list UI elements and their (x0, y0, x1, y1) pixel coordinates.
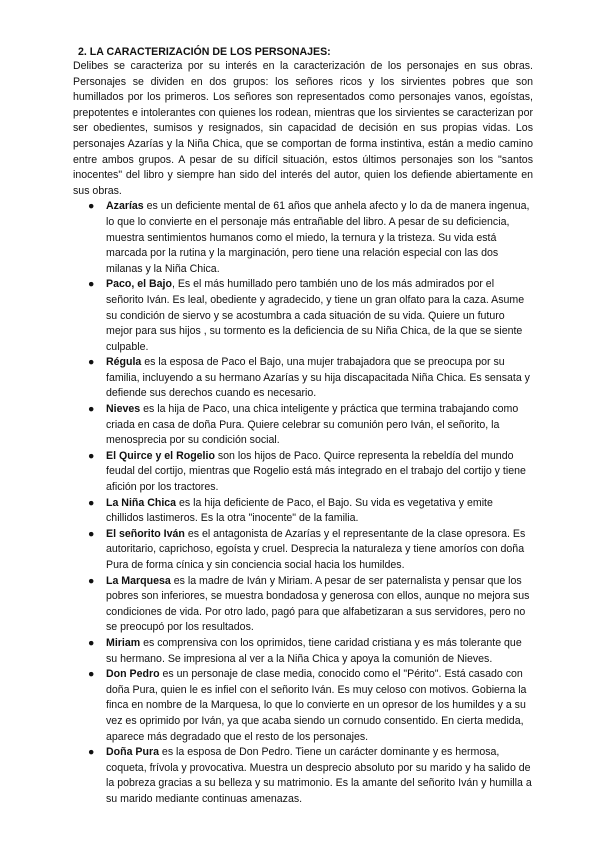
character-description: es la madre de Iván y Miriam. A pesar de ser paternalista y pensar que los pobres son inferiores, se muestra bondadosa y generosa con ellos, aunque no mejora sus condiciones de vida. Por otro lado, pagó para que alfabetizaran a sus servidores, pero no se preocupó por los resultados. (106, 574, 530, 634)
character-name: Régula (106, 356, 142, 369)
character-description: es la hija de Paco, una chica inteligente y práctica que termina trabajando como criada en casa de doña Pura. Quiere celebrar su comunión pero Iván, el señorito, la menosprecia por su condición social. (106, 403, 519, 447)
bullet-icon: ● (88, 668, 95, 681)
section-heading: 2. LA CARACTERIZACIÓN DE LOS PERSONAJES: (78, 46, 331, 58)
bullet-icon: ● (88, 636, 95, 649)
list-item-nieves (88, 402, 533, 449)
bullet-icon: ● (88, 403, 95, 416)
bullet-icon: ● (88, 574, 95, 587)
character-name: Don Pedro (106, 668, 160, 681)
list-item-marquesa (88, 574, 533, 636)
character-name: Azarías (106, 200, 144, 213)
list-item-don-pedro (88, 667, 533, 745)
character-description: son los hijos de Paco. Quirce representa la rebeldía del mundo feudal del cortijo, mientras que Rogelio está más integrado en el trabajo del cortijo y tiene afición por los tractores. (106, 449, 526, 494)
character-description: es un deficiente mental de 61 años que anhela afecto y lo da de manera ingenua, lo que lo convierte en el personaje más entrañable del libro. A pesar de su deficiencia, muestra sentimientos humanos como el miedo, la ternura y la tristeza. Su vida está marcada por la rutina y la marginación, pero tiene una relación especial con las dos milanas y la Niña Chica. (106, 200, 530, 275)
list-item-dona-pura (88, 745, 533, 807)
character-name: La Niña Chica (106, 496, 177, 509)
list-item-azarias (88, 199, 533, 277)
character-name: Doña Pura (106, 746, 159, 759)
list-item-nina-chica (88, 496, 533, 527)
character-name: Miriam (106, 636, 141, 649)
intro-paragraph: Delibes se caracteriza por su interés en la caracterización de los personajes en sus obras. Personajes se dividen en dos grupos: los señores ricos y los sirvientes pobres que son humillados por los primeros. Los señores son representados como personajes vanos, egoístas, prepotentes e intolerantes con quienes los rodean, mientras que los sirvientes se caracterizan por ser obedientes, sumisos y resignados, sin capacidad de decisión en sus propias vidas. Los personajes Azarías y la Niña Chica, que se comportan de forma instintiva, están a medio camino entre ambos grupos. A pesar de su difícil situación, estos últimos personajes son los "santos inocentes" del libro y siempre han sido del interés del autor, quien los defiende abiertamente en sus obras. (73, 60, 533, 197)
character-list (73, 199, 533, 807)
character-description: es la hija deficiente de Paco, el Bajo. Su vida es vegetativa y emite chillidos lastimeros. Es la otra "inocente" de la familia. (106, 496, 493, 525)
list-item-paco (88, 277, 533, 355)
bullet-icon: ● (88, 356, 95, 369)
character-name: Nieves (106, 403, 141, 416)
document-page (73, 46, 533, 808)
character-name: El Quirce y el Rogelio (106, 449, 215, 462)
character-description: es la esposa de Paco el Bajo, una mujer trabajadora que se preocupa por su familia, incluyendo a su hermano Azarías y su hija discapacitada Niña Chica. Es sensata y defiende sus derechos cuando es necesario. (106, 356, 530, 400)
character-description: es un personaje de clase media, conocido como el "Périto". Está casado con doña Pura, quien le es infiel con el señorito Iván. Es muy celoso con motivos. Gobierna la finca en nombre de la Marquesa, lo que lo convierte en un opresor de los humildes y a su vez es oprimido por Iván, ya que acaba siendo un cornudo consentido. En cierta medida, aparece más degradado que el resto de los personajes. (106, 668, 527, 743)
character-description: es comprensiva con los oprimidos, tiene caridad cristiana y es más tolerante que su hermano. Se impresiona al ver a la Niña Chica y apoya la comunión de Nieves. (106, 636, 522, 665)
bullet-icon: ● (88, 200, 95, 213)
character-name: El señorito Iván (106, 527, 185, 540)
bullet-icon: ● (88, 527, 95, 540)
bullet-icon: ● (88, 746, 95, 759)
list-item-ivan (88, 527, 533, 574)
bullet-icon: ● (88, 496, 95, 509)
bullet-icon: ● (88, 449, 95, 462)
character-description: es el antagonista de Azarías y el representante de la clase opresora. Es autoritario, caprichoso, egoísta y cruel. Desprecia la naturaleza y tiene amoríos con doña Pura de forma cínica y sin conciencia social hacia los humildes. (106, 527, 526, 571)
character-name: Paco, el Bajo (106, 278, 172, 291)
character-name: La Marquesa (106, 574, 171, 587)
character-description: es la esposa de Don Pedro. Tiene un carácter dominante y es hermosa, coqueta, frívola y provocativa. Muestra un desprecio absoluto por su marido y ha salido de la pobreza gracias a su belleza y su matrimonio. Es la amante del señorito Iván y humilla a su marido mediante continuas amenazas. (106, 746, 532, 805)
list-item-miriam (88, 636, 533, 667)
character-description: , Es el más humillado pero también uno de los más admirados por el señorito Iván. Es leal, obediente y agradecido, y tiene un gran olfato para la caza. Asume su condición de siervo y se acostumbra a cada situación de su vida. Quiere un futuro mejor para sus hijos , su tormento es la deficiencia de su Niña Chica, de la que se siente culpable. (106, 278, 525, 353)
list-item-quirce-rogelio (88, 449, 533, 496)
list-item-regula (88, 355, 533, 402)
bullet-icon: ● (88, 278, 95, 291)
